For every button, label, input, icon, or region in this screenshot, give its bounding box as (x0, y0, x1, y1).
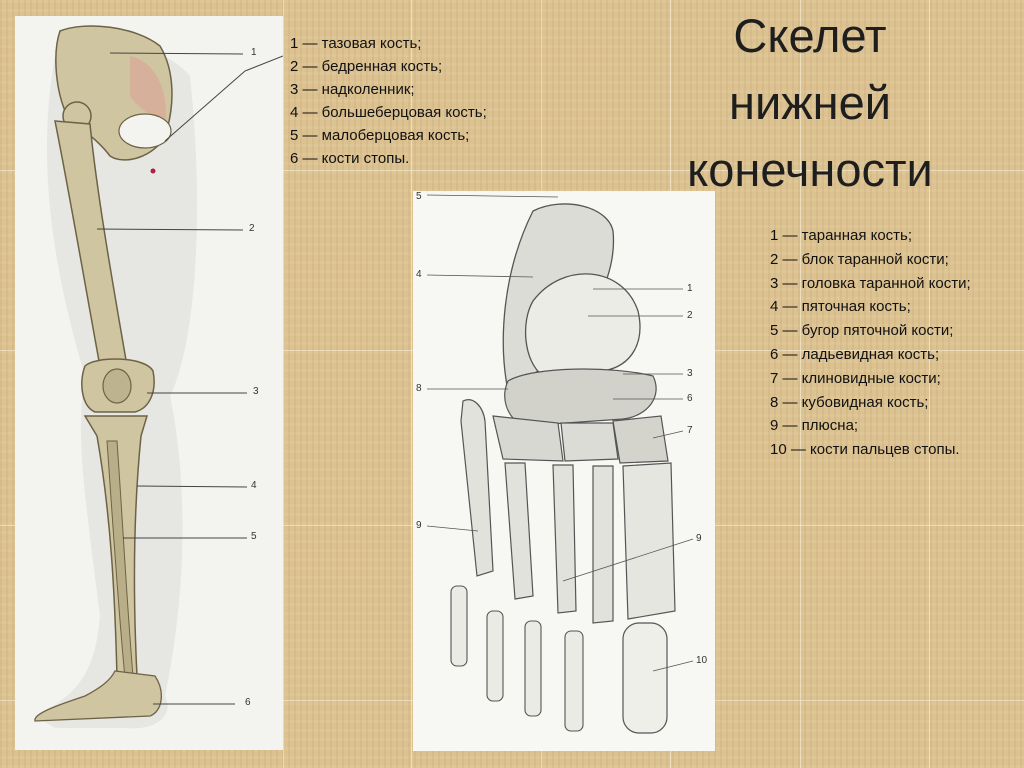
foot-legend-item: 8 — кубовидная кость; (770, 393, 929, 411)
leg-legend-item: 2 — бедренная кость; (290, 58, 443, 75)
leg-legend-item: 5 — малоберцовая кость; (290, 127, 470, 144)
foot-label-9-left: 9 (416, 520, 422, 531)
foot-legend-item: 10 — кости пальцев стопы. (770, 441, 960, 459)
guide-line (283, 0, 284, 768)
leg-skeleton-illustration (15, 16, 283, 750)
leg-label-3: 3 (253, 386, 259, 397)
title-line: конечности (687, 143, 933, 196)
foot-skeleton-figure (413, 191, 715, 751)
leg-label-1: 1 (251, 47, 257, 58)
foot-legend-item: 2 — блок таранной кости; (770, 250, 949, 268)
leg-label-5: 5 (251, 531, 257, 542)
foot-label-7: 7 (687, 425, 693, 436)
foot-label-3: 3 (687, 368, 693, 379)
foot-label-1: 1 (687, 283, 693, 294)
foot-label-9-right: 9 (696, 533, 702, 544)
foot-label-10: 10 (696, 655, 708, 666)
leg-label-2: 2 (249, 223, 255, 234)
leg-legend (290, 32, 487, 170)
leg-legend-item: 3 — надколенник; (290, 81, 415, 98)
leg-label-4: 4 (251, 480, 257, 491)
foot-label-4: 4 (416, 269, 422, 280)
foot-legend (770, 224, 1010, 462)
foot-label-5: 5 (416, 191, 422, 202)
foot-legend-item: 1 — таранная кость; (770, 227, 913, 244)
foot-skeleton-illustration (413, 191, 715, 751)
foot-label-6: 6 (687, 393, 693, 404)
page-title (650, 2, 970, 203)
leg-skeleton-figure (15, 16, 283, 750)
foot-label-2: 2 (687, 310, 693, 321)
leg-label-6: 6 (245, 697, 251, 708)
title-line: нижней (729, 76, 891, 129)
foot-legend-item: 5 — бугор пяточной кости; (770, 322, 954, 340)
foot-legend-item: 4 — пяточная кость; (770, 298, 911, 316)
leg-legend-item: 6 — кости стопы. (290, 150, 410, 167)
foot-legend-item: 3 — головка таранной кости; (770, 274, 971, 292)
foot-legend-item: 7 — клиновидные кости; (770, 369, 941, 387)
foot-legend-item: 6 — ладьевидная кость; (770, 345, 940, 363)
leg-legend-item: 1 — тазовая кость; (290, 35, 422, 52)
foot-label-8: 8 (416, 383, 422, 394)
leg-legend-item: 4 — большеберцовая кость; (290, 104, 487, 121)
foot-legend-item: 9 — плюсна; (770, 417, 859, 435)
title-line: Скелет (733, 9, 887, 62)
